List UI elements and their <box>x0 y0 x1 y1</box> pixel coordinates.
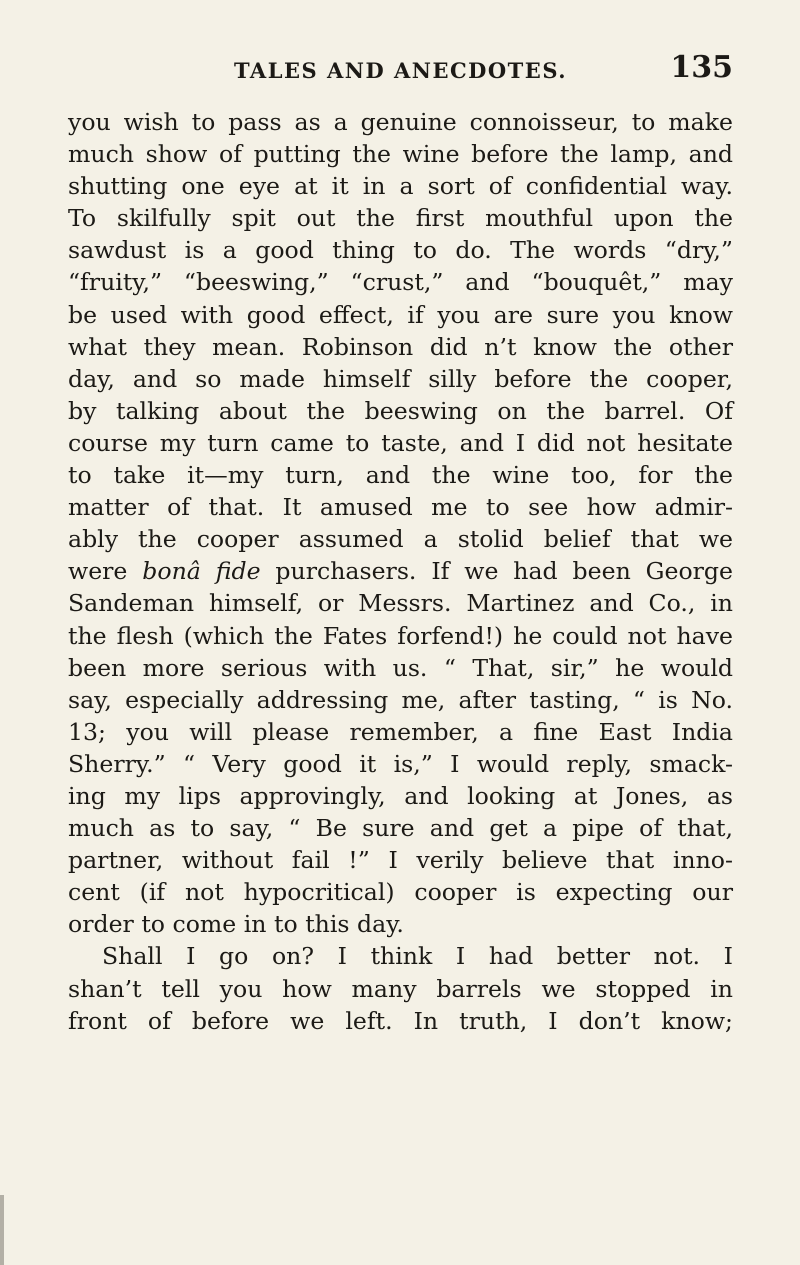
text-line: day, and so made himself silly before the cooper, <box>68 364 733 393</box>
text-line: by talking about the beeswing on the barrel. Of <box>68 396 733 425</box>
text-line: front of before we left. In truth, I don’t know; <box>68 1006 733 1035</box>
running-title: TALES AND ANECDOTES. <box>233 58 568 83</box>
body-text <box>68 106 733 1037</box>
text-line: Sandeman himself, or Messrs. Martinez and Co., in <box>68 589 733 618</box>
text-line: to take it—my turn, and the wine too, for the <box>68 461 733 490</box>
text-line: Sherry.” “ Very good it is,” I would reply, smack- <box>68 749 733 778</box>
text-line: shutting one eye at it in a sort of confidential way. <box>68 172 733 201</box>
text-line: course my turn came to taste, and I did not hesitate <box>68 428 733 457</box>
text-line: say, especially addressing me, after tasting, “ is No. <box>68 685 733 714</box>
page-edge-mark <box>0 1195 4 1265</box>
text-line: much show of putting the wine before the lamp, and <box>68 140 733 169</box>
text-line: To skilfully spit out the first mouthful upon the <box>68 204 733 233</box>
text-line: Shall I go on? I think I had better not. I <box>102 942 733 971</box>
text-line: much as to say, “ Be sure and get a pipe of that, <box>68 814 733 843</box>
text-line: the flesh (which the Fates forfend!) he could not have <box>68 621 733 650</box>
text-line: been more serious with us. “ That, sir,” he would <box>68 653 733 682</box>
text-line: matter of that. It amused me to see how admir- <box>68 493 733 522</box>
text-line: were bonâ fide purchasers. If we had been George <box>68 557 733 586</box>
running-head <box>68 46 733 86</box>
text-line: “fruity,” “beeswing,” “crust,” and “bouquêt,” may <box>68 268 733 297</box>
text-line: 13; you will please remember, a fine East India <box>68 717 733 746</box>
text-line: be used with good effect, if you are sure you know <box>68 300 733 329</box>
italic-phrase: bonâ fide <box>142 557 261 586</box>
text-line: you wish to pass as a genuine connoisseur, to make <box>68 108 733 136</box>
text-line: partner, without fail !” I verily believe that inno- <box>68 846 733 875</box>
page-number: 135 <box>670 50 733 85</box>
text-line: order to come in to this day. <box>68 910 404 939</box>
text-line: shan’t tell you how many barrels we stopped in <box>68 974 733 1003</box>
text-line: cent (if not hypocritical) cooper is expecting our <box>68 878 733 907</box>
text-line: ably the cooper assumed a stolid belief that we <box>68 525 733 554</box>
text-line: what they mean. Robinson did n’t know the other <box>68 332 733 361</box>
text-line: ing my lips approvingly, and looking at Jones, as <box>68 781 733 810</box>
text-line: sawdust is a good thing to do. The words “dry,” <box>68 236 733 265</box>
